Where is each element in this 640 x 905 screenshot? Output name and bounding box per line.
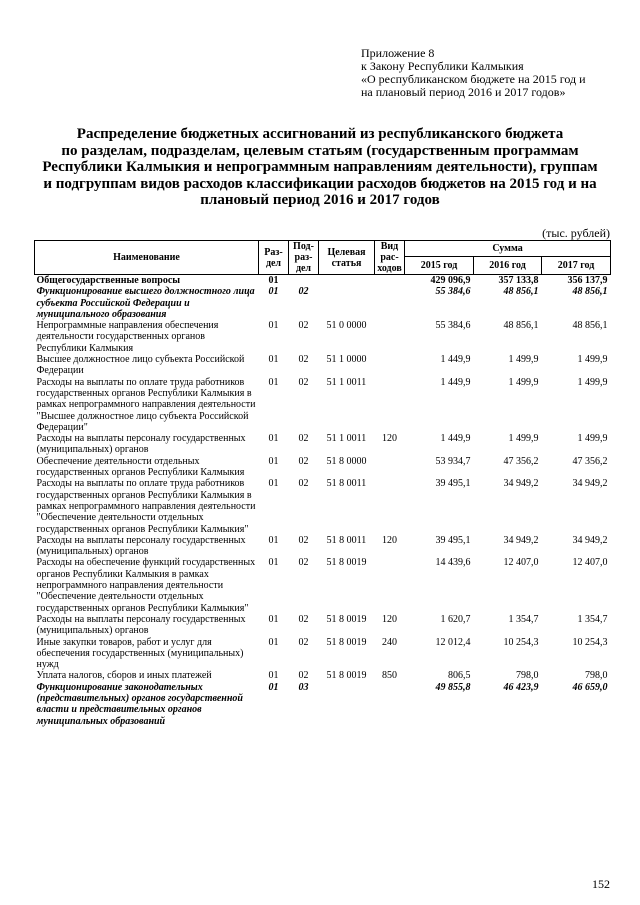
cell-subsection — [289, 275, 319, 287]
cell-expense-kind — [375, 456, 405, 479]
document-title — [30, 126, 610, 209]
cell-name: Расходы на обеспечение функций государственных органов Республики Калмыкия в рамках непрограммного направления деятельности "Обеспечение деятельности отдельных государственных органов Республики Калмыкия" — [36, 557, 256, 614]
cell-expense-kind: 120 — [382, 613, 397, 625]
cell-name: Расходы на выплаты по оплате труда работников государственных органов Республики Калмыкия в рамках непрограммного направления деятельности "Обеспечение деятельности отдельных государственных органов Республики Калмыкия" — [36, 478, 256, 535]
cell-subsection: 02 — [298, 613, 309, 625]
cell-name: Высшее должностное лицо субъекта Российской Федерации — [36, 354, 245, 377]
cell-name: Расходы на выплаты по оплате труда работников государственных органов Республики Калмыкия в рамках непрограммного направления деятельности "Высшее должностное лицо субъекта Российской Федерации" — [36, 376, 256, 433]
table-row — [35, 614, 611, 637]
cell-2016: 12 407,0 — [503, 557, 539, 569]
cell-name: Иные закупки товаров, работ и услуг для обеспечения государственных (муниципальных) нужд — [36, 636, 244, 671]
cell-subsection: 02 — [298, 534, 309, 546]
cell-section: 01 — [268, 557, 279, 569]
cell-2016: 48 856,1 — [503, 286, 539, 298]
cell-name: Функционирование законодательных (представительных) органов государственной власти и представительных органов муниципальных образований — [36, 681, 243, 727]
cell-2017: 46 659,0 — [572, 681, 608, 693]
cell-section: 01 — [268, 433, 279, 445]
cell-2017: 356 137,9 — [567, 275, 608, 286]
cell-target-item — [319, 286, 375, 320]
header-target-item: Целевая статья — [319, 241, 375, 275]
title-line: по разделам, подразделам, целевым статьям (государственным программам — [61, 142, 579, 159]
cell-target-item: 51 8 0011 — [326, 478, 367, 490]
title-line: плановый период 2016 и 2017 годов — [200, 192, 440, 208]
cell-name: Обеспечение деятельности отдельных государственных органов Республики Калмыкия — [36, 455, 245, 479]
table-row — [35, 320, 611, 354]
cell-target-item: 51 8 0011 — [326, 534, 367, 546]
table-row — [35, 456, 611, 479]
table-row — [35, 670, 611, 681]
cell-expense-kind — [375, 286, 405, 320]
cell-section: 01 — [268, 320, 279, 332]
header-2016: 2016 год — [474, 256, 542, 274]
cell-target-item: 51 8 0000 — [326, 455, 367, 467]
cell-2016: 47 356,2 — [503, 455, 539, 467]
cell-section: 01 — [268, 613, 279, 625]
cell-2016: 1 354,7 — [508, 613, 539, 625]
cell-2015: 12 012,4 — [435, 636, 471, 648]
cell-2015: 1 620,7 — [440, 613, 471, 625]
cell-2015: 49 855,8 — [435, 681, 471, 693]
cell-section: 01 — [268, 681, 279, 693]
header-subsection: Под- раз- дел — [289, 241, 319, 275]
cell-2017: 10 254,3 — [572, 636, 608, 648]
cell-subsection: 02 — [298, 455, 309, 467]
cell-name: Расходы на выплаты персоналу государственных (муниципальных) органов — [36, 433, 246, 456]
cell-2016: 357 133,8 — [498, 275, 539, 286]
cell-name: Функционирование высшего должностного лица субъекта Российской Федерации и муниципального образования — [36, 286, 255, 320]
cell-section: 01 — [268, 478, 279, 490]
cell-subsection: 03 — [298, 681, 309, 693]
cell-subsection: 02 — [298, 286, 309, 298]
cell-name: Непрограммные направления обеспечения деятельности государственных органов Республики Калмыкия — [36, 320, 219, 354]
appendix-line: «О республиканском бюджете на 2015 год и — [361, 72, 586, 86]
title-line: Республики Калмыкия и непрограммным направлениям деятельности), группам — [42, 159, 598, 175]
cell-target-item: 51 8 0019 — [326, 636, 367, 648]
appendix-line: к Закону Республики Калмыкия — [361, 59, 524, 73]
table-row — [35, 637, 611, 671]
cell-2017: 47 356,2 — [572, 455, 608, 467]
cell-expense-kind: 850 — [382, 670, 397, 682]
cell-section: 01 — [268, 376, 279, 388]
cell-expense-kind: 120 — [382, 534, 397, 546]
cell-2017: 798,0 — [585, 670, 608, 682]
header-name: Наименование — [35, 241, 259, 275]
table-row — [35, 275, 611, 287]
cell-section: 01 — [268, 275, 279, 286]
cell-target-item — [319, 275, 375, 287]
page-number: 152 — [592, 877, 610, 891]
cell-name: Общегосударственные вопросы — [36, 275, 181, 286]
appendix-note — [361, 47, 631, 99]
header-section: Раз- дел — [259, 241, 289, 275]
cell-2016: 1 499,9 — [508, 376, 539, 388]
cell-2016: 34 949,2 — [503, 534, 539, 546]
table-row — [35, 433, 611, 456]
cell-section: 01 — [268, 286, 279, 298]
cell-2015: 14 439,6 — [435, 557, 471, 569]
cell-2017: 1 354,7 — [577, 613, 608, 625]
cell-expense-kind — [375, 275, 405, 287]
cell-2016: 1 499,9 — [508, 354, 539, 366]
cell-section: 01 — [268, 670, 279, 682]
table-row — [35, 557, 611, 613]
cell-target-item: 51 1 0011 — [326, 433, 367, 445]
unit-label: (тыс. рублей) — [542, 226, 610, 240]
cell-section: 01 — [268, 636, 279, 648]
title-line: Распределение бюджетных ассигнований из республиканского бюджета — [76, 126, 564, 142]
cell-2015: 39 495,1 — [435, 534, 471, 546]
cell-2017: 12 407,0 — [572, 557, 608, 569]
cell-2015: 1 449,9 — [440, 433, 471, 445]
cell-2015: 55 384,6 — [435, 286, 471, 298]
table-row — [35, 286, 611, 320]
budget-table — [34, 240, 611, 727]
cell-subsection: 02 — [298, 670, 309, 682]
cell-expense-kind: 120 — [382, 433, 397, 445]
cell-name: Расходы на выплаты персоналу государственных (муниципальных) органов — [36, 534, 246, 558]
cell-subsection: 02 — [298, 478, 309, 490]
cell-2016: 10 254,3 — [503, 636, 539, 648]
cell-2017: 1 499,9 — [577, 354, 608, 366]
cell-2015: 53 934,7 — [435, 455, 471, 467]
table-row — [35, 478, 611, 534]
cell-expense-kind — [375, 478, 405, 534]
cell-expense-kind — [375, 377, 405, 433]
cell-section: 01 — [268, 534, 279, 546]
cell-name: Уплата налогов, сборов и иных платежей — [36, 670, 212, 682]
cell-subsection: 02 — [298, 320, 309, 332]
cell-2015: 1 449,9 — [440, 376, 471, 388]
cell-2016: 46 423,9 — [503, 681, 539, 693]
cell-section: 01 — [268, 455, 279, 467]
cell-name: Расходы на выплаты персоналу государственных (муниципальных) органов — [36, 613, 246, 637]
cell-2016: 48 856,1 — [503, 320, 539, 332]
title-line: и подгруппам видов расходов классификации расходов бюджетов на 2015 год и на — [43, 175, 597, 192]
cell-target-item: 51 1 0011 — [326, 376, 367, 388]
cell-expense-kind — [375, 557, 405, 613]
header-sum: Сумма — [405, 241, 611, 257]
appendix-line: Приложение 8 — [361, 46, 435, 60]
cell-expense-kind — [375, 354, 405, 377]
cell-section: 01 — [268, 354, 279, 366]
cell-2015: 429 096,9 — [430, 275, 471, 286]
cell-2015: 55 384,6 — [435, 320, 471, 332]
cell-expense-kind — [375, 320, 405, 354]
cell-2015: 1 449,9 — [440, 354, 471, 366]
cell-target-item: 51 8 0019 — [326, 670, 367, 682]
table-row — [35, 682, 611, 727]
cell-2015: 39 495,1 — [435, 478, 471, 490]
cell-2017: 48 856,1 — [572, 286, 608, 298]
header-2015: 2015 год — [405, 256, 474, 274]
cell-2015: 806,5 — [448, 670, 471, 682]
cell-subsection: 02 — [298, 636, 309, 648]
table-row — [35, 377, 611, 433]
cell-2017: 1 499,9 — [577, 433, 608, 445]
cell-target-item — [319, 682, 375, 727]
table-row — [35, 535, 611, 558]
cell-target-item: 51 0 0000 — [326, 320, 367, 332]
cell-subsection: 02 — [298, 376, 309, 388]
cell-expense-kind — [375, 682, 405, 727]
cell-expense-kind: 240 — [382, 636, 397, 648]
cell-2016: 34 949,2 — [503, 478, 539, 490]
cell-target-item: 51 8 0019 — [326, 613, 367, 625]
cell-subsection: 02 — [298, 557, 309, 569]
table-row — [35, 354, 611, 377]
cell-target-item: 51 8 0019 — [326, 557, 367, 569]
cell-2017: 34 949,2 — [572, 478, 608, 490]
cell-2017: 48 856,1 — [572, 320, 608, 332]
cell-2017: 1 499,9 — [577, 376, 608, 388]
table-body — [35, 275, 611, 727]
cell-subsection: 02 — [298, 354, 309, 366]
cell-2017: 34 949,2 — [572, 534, 608, 546]
header-2017: 2017 год — [542, 256, 611, 274]
header-expense-kind: Вид рас- ходов — [375, 241, 405, 275]
cell-subsection: 02 — [298, 433, 309, 445]
appendix-line: на плановый период 2016 и 2017 годов» — [361, 85, 566, 99]
cell-2016: 1 499,9 — [508, 433, 539, 445]
cell-2016: 798,0 — [516, 670, 539, 682]
cell-target-item: 51 1 0000 — [326, 354, 367, 366]
